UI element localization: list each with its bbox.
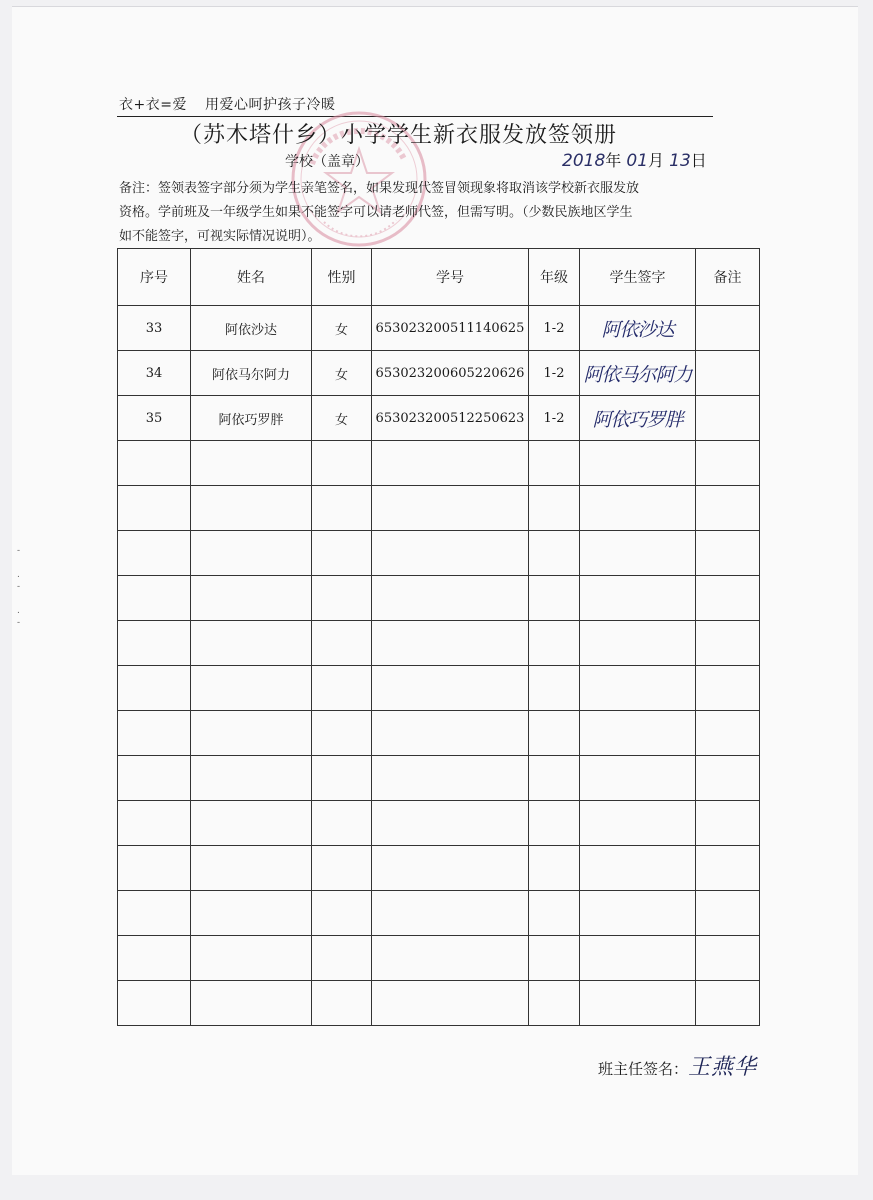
- table-row: [118, 891, 760, 936]
- cell-signature: [580, 981, 696, 1026]
- student-handwritten-signature: 阿依沙达: [601, 318, 674, 341]
- cell-remark: [696, 846, 760, 891]
- cell-name: 阿依巧罗胖: [191, 396, 312, 441]
- cell-gender: [312, 891, 372, 936]
- cell-grade: 1-2: [529, 351, 580, 396]
- table-row: [118, 801, 760, 846]
- issue-date: [562, 148, 707, 171]
- cell-gender: 女: [312, 396, 372, 441]
- cell-student-id: [372, 441, 529, 486]
- slogan-part1: 衣+衣=爱: [119, 97, 187, 113]
- table-row: [118, 756, 760, 801]
- table-row: [118, 351, 760, 396]
- cell-student-id: 653023200511140625: [372, 306, 529, 351]
- cell-gender: [312, 981, 372, 1026]
- cell-gender: [312, 756, 372, 801]
- cell-remark: [696, 756, 760, 801]
- cell-grade: [529, 756, 580, 801]
- cell-no: [118, 531, 191, 576]
- cell-name: [191, 711, 312, 756]
- cell-remark: [696, 936, 760, 981]
- cell-grade: 1-2: [529, 306, 580, 351]
- cell-name: [191, 846, 312, 891]
- cell-no: [118, 756, 191, 801]
- cell-gender: 女: [312, 351, 372, 396]
- cell-student-id: 653023200605220626: [372, 351, 529, 396]
- cell-student-id: [372, 486, 529, 531]
- cell-gender: [312, 936, 372, 981]
- cell-no: [118, 576, 191, 621]
- cell-remark: [696, 711, 760, 756]
- cell-no: [118, 846, 191, 891]
- cell-gender: [312, 846, 372, 891]
- table-row: [118, 936, 760, 981]
- cell-name: [191, 666, 312, 711]
- header-signature: 学生签字: [580, 249, 696, 306]
- cell-no: [118, 891, 191, 936]
- student-handwritten-signature: 阿依马尔阿力: [583, 363, 692, 386]
- table-header-row: [118, 249, 760, 306]
- cell-gender: [312, 486, 372, 531]
- table-row: [118, 441, 760, 486]
- date-year-unit: 年: [605, 151, 622, 170]
- header-name: 姓名: [191, 249, 312, 306]
- cell-gender: [312, 801, 372, 846]
- table-row: [118, 666, 760, 711]
- cell-remark: [696, 576, 760, 621]
- cell-grade: [529, 846, 580, 891]
- slogan-part2: 用爱心呵护孩子冷暖: [204, 97, 336, 113]
- cell-name: 阿依马尔阿力: [191, 351, 312, 396]
- cell-gender: [312, 666, 372, 711]
- cell-no: 35: [118, 396, 191, 441]
- date-month-handwritten: 01: [626, 151, 649, 171]
- cell-student-id: [372, 936, 529, 981]
- cell-grade: [529, 666, 580, 711]
- cell-remark: [696, 306, 760, 351]
- cell-gender: 女: [312, 306, 372, 351]
- cell-no: [118, 486, 191, 531]
- date-year-handwritten: 2018: [562, 151, 606, 171]
- cell-name: [191, 981, 312, 1026]
- cell-signature: [580, 711, 696, 756]
- cell-signature: [580, 351, 696, 396]
- cell-signature: [580, 801, 696, 846]
- teacher-signature: 王燕华: [688, 1055, 758, 1080]
- cell-gender: [312, 441, 372, 486]
- cell-no: [118, 981, 191, 1026]
- table-row: [118, 576, 760, 621]
- cell-no: [118, 441, 191, 486]
- cell-student-id: 653023200512250623: [372, 396, 529, 441]
- cell-student-id: [372, 531, 529, 576]
- cell-gender: [312, 531, 372, 576]
- header-no: 序号: [118, 249, 191, 306]
- cell-grade: [529, 531, 580, 576]
- header-remark: 备注: [696, 249, 760, 306]
- cell-student-id: [372, 756, 529, 801]
- cell-student-id: [372, 621, 529, 666]
- teacher-signature-block: [598, 1050, 757, 1081]
- cell-student-id: [372, 711, 529, 756]
- note-line-3: 如不能签字，可视实际情况说明）。: [119, 229, 321, 244]
- cell-signature: [580, 666, 696, 711]
- cell-signature: [580, 441, 696, 486]
- cell-grade: [529, 936, 580, 981]
- cell-student-id: [372, 981, 529, 1026]
- cell-name: [191, 891, 312, 936]
- cell-grade: [529, 891, 580, 936]
- header-grade: 年级: [529, 249, 580, 306]
- cell-signature: [580, 306, 696, 351]
- cell-name: [191, 801, 312, 846]
- header-gender: 性别: [312, 249, 372, 306]
- date-day-handwritten: 13: [669, 151, 691, 171]
- cell-no: 34: [118, 351, 191, 396]
- cell-remark: [696, 981, 760, 1026]
- cell-name: [191, 621, 312, 666]
- cell-no: 33: [118, 306, 191, 351]
- cell-remark: [696, 351, 760, 396]
- note-line-2: 资格。学前班及一年级学生如果不能签字可以请老师代签，但需写明。（少数民族地区学生: [119, 205, 633, 220]
- cell-no: [118, 711, 191, 756]
- cell-gender: [312, 711, 372, 756]
- cell-gender: [312, 576, 372, 621]
- cell-remark: [696, 396, 760, 441]
- cell-name: [191, 486, 312, 531]
- cell-grade: [529, 801, 580, 846]
- note-line-1: 备注：签领表签字部分须为学生亲笔签名，如果发现代签冒领现象将取消该学校新衣服发放: [119, 181, 640, 196]
- table-row: [118, 981, 760, 1026]
- cell-grade: [529, 711, 580, 756]
- table-row: [118, 486, 760, 531]
- cell-name: [191, 531, 312, 576]
- cell-signature: [580, 396, 696, 441]
- cell-grade: [529, 576, 580, 621]
- cell-signature: [580, 891, 696, 936]
- cell-signature: [580, 531, 696, 576]
- cell-signature: [580, 486, 696, 531]
- cell-grade: [529, 981, 580, 1026]
- cell-remark: [696, 441, 760, 486]
- cell-grade: 1-2: [529, 396, 580, 441]
- cell-student-id: [372, 666, 529, 711]
- cell-name: [191, 441, 312, 486]
- document-title: （苏木塔什乡）小学学生新衣服发放签领册: [180, 123, 618, 148]
- cell-signature: [580, 936, 696, 981]
- date-month-unit: 月: [648, 151, 665, 170]
- student-handwritten-signature: 阿依巧罗胖: [592, 408, 683, 431]
- cell-signature: [580, 756, 696, 801]
- cell-remark: [696, 801, 760, 846]
- school-seal-label: 学校（盖章）: [285, 154, 369, 170]
- table-row: [118, 306, 760, 351]
- cell-name: [191, 936, 312, 981]
- cell-gender: [312, 621, 372, 666]
- cell-remark: [696, 621, 760, 666]
- cell-signature: [580, 576, 696, 621]
- cell-no: [118, 801, 191, 846]
- cell-signature: [580, 846, 696, 891]
- teacher-signature-label: 班主任签名：: [598, 1060, 689, 1078]
- cell-grade: [529, 621, 580, 666]
- table-row: [118, 711, 760, 756]
- table-row: [118, 621, 760, 666]
- table-row: [118, 846, 760, 891]
- cell-grade: [529, 441, 580, 486]
- table-row: [118, 396, 760, 441]
- cell-student-id: [372, 576, 529, 621]
- header-student-id: 学号: [372, 249, 529, 306]
- cell-grade: [529, 486, 580, 531]
- cell-remark: [696, 531, 760, 576]
- table-row: [118, 531, 760, 576]
- remarks-note: [119, 177, 719, 249]
- cell-name: 阿依沙达: [191, 306, 312, 351]
- cell-remark: [696, 666, 760, 711]
- binding-marks: - . - . -: [17, 546, 21, 628]
- date-day-unit: 日: [690, 151, 707, 170]
- cell-student-id: [372, 801, 529, 846]
- cell-name: [191, 756, 312, 801]
- cell-student-id: [372, 846, 529, 891]
- cell-student-id: [372, 891, 529, 936]
- cell-signature: [580, 621, 696, 666]
- cell-name: [191, 576, 312, 621]
- distribution-table: [117, 248, 760, 1026]
- cell-no: [118, 936, 191, 981]
- cell-no: [118, 621, 191, 666]
- cell-remark: [696, 891, 760, 936]
- cell-no: [118, 666, 191, 711]
- cell-remark: [696, 486, 760, 531]
